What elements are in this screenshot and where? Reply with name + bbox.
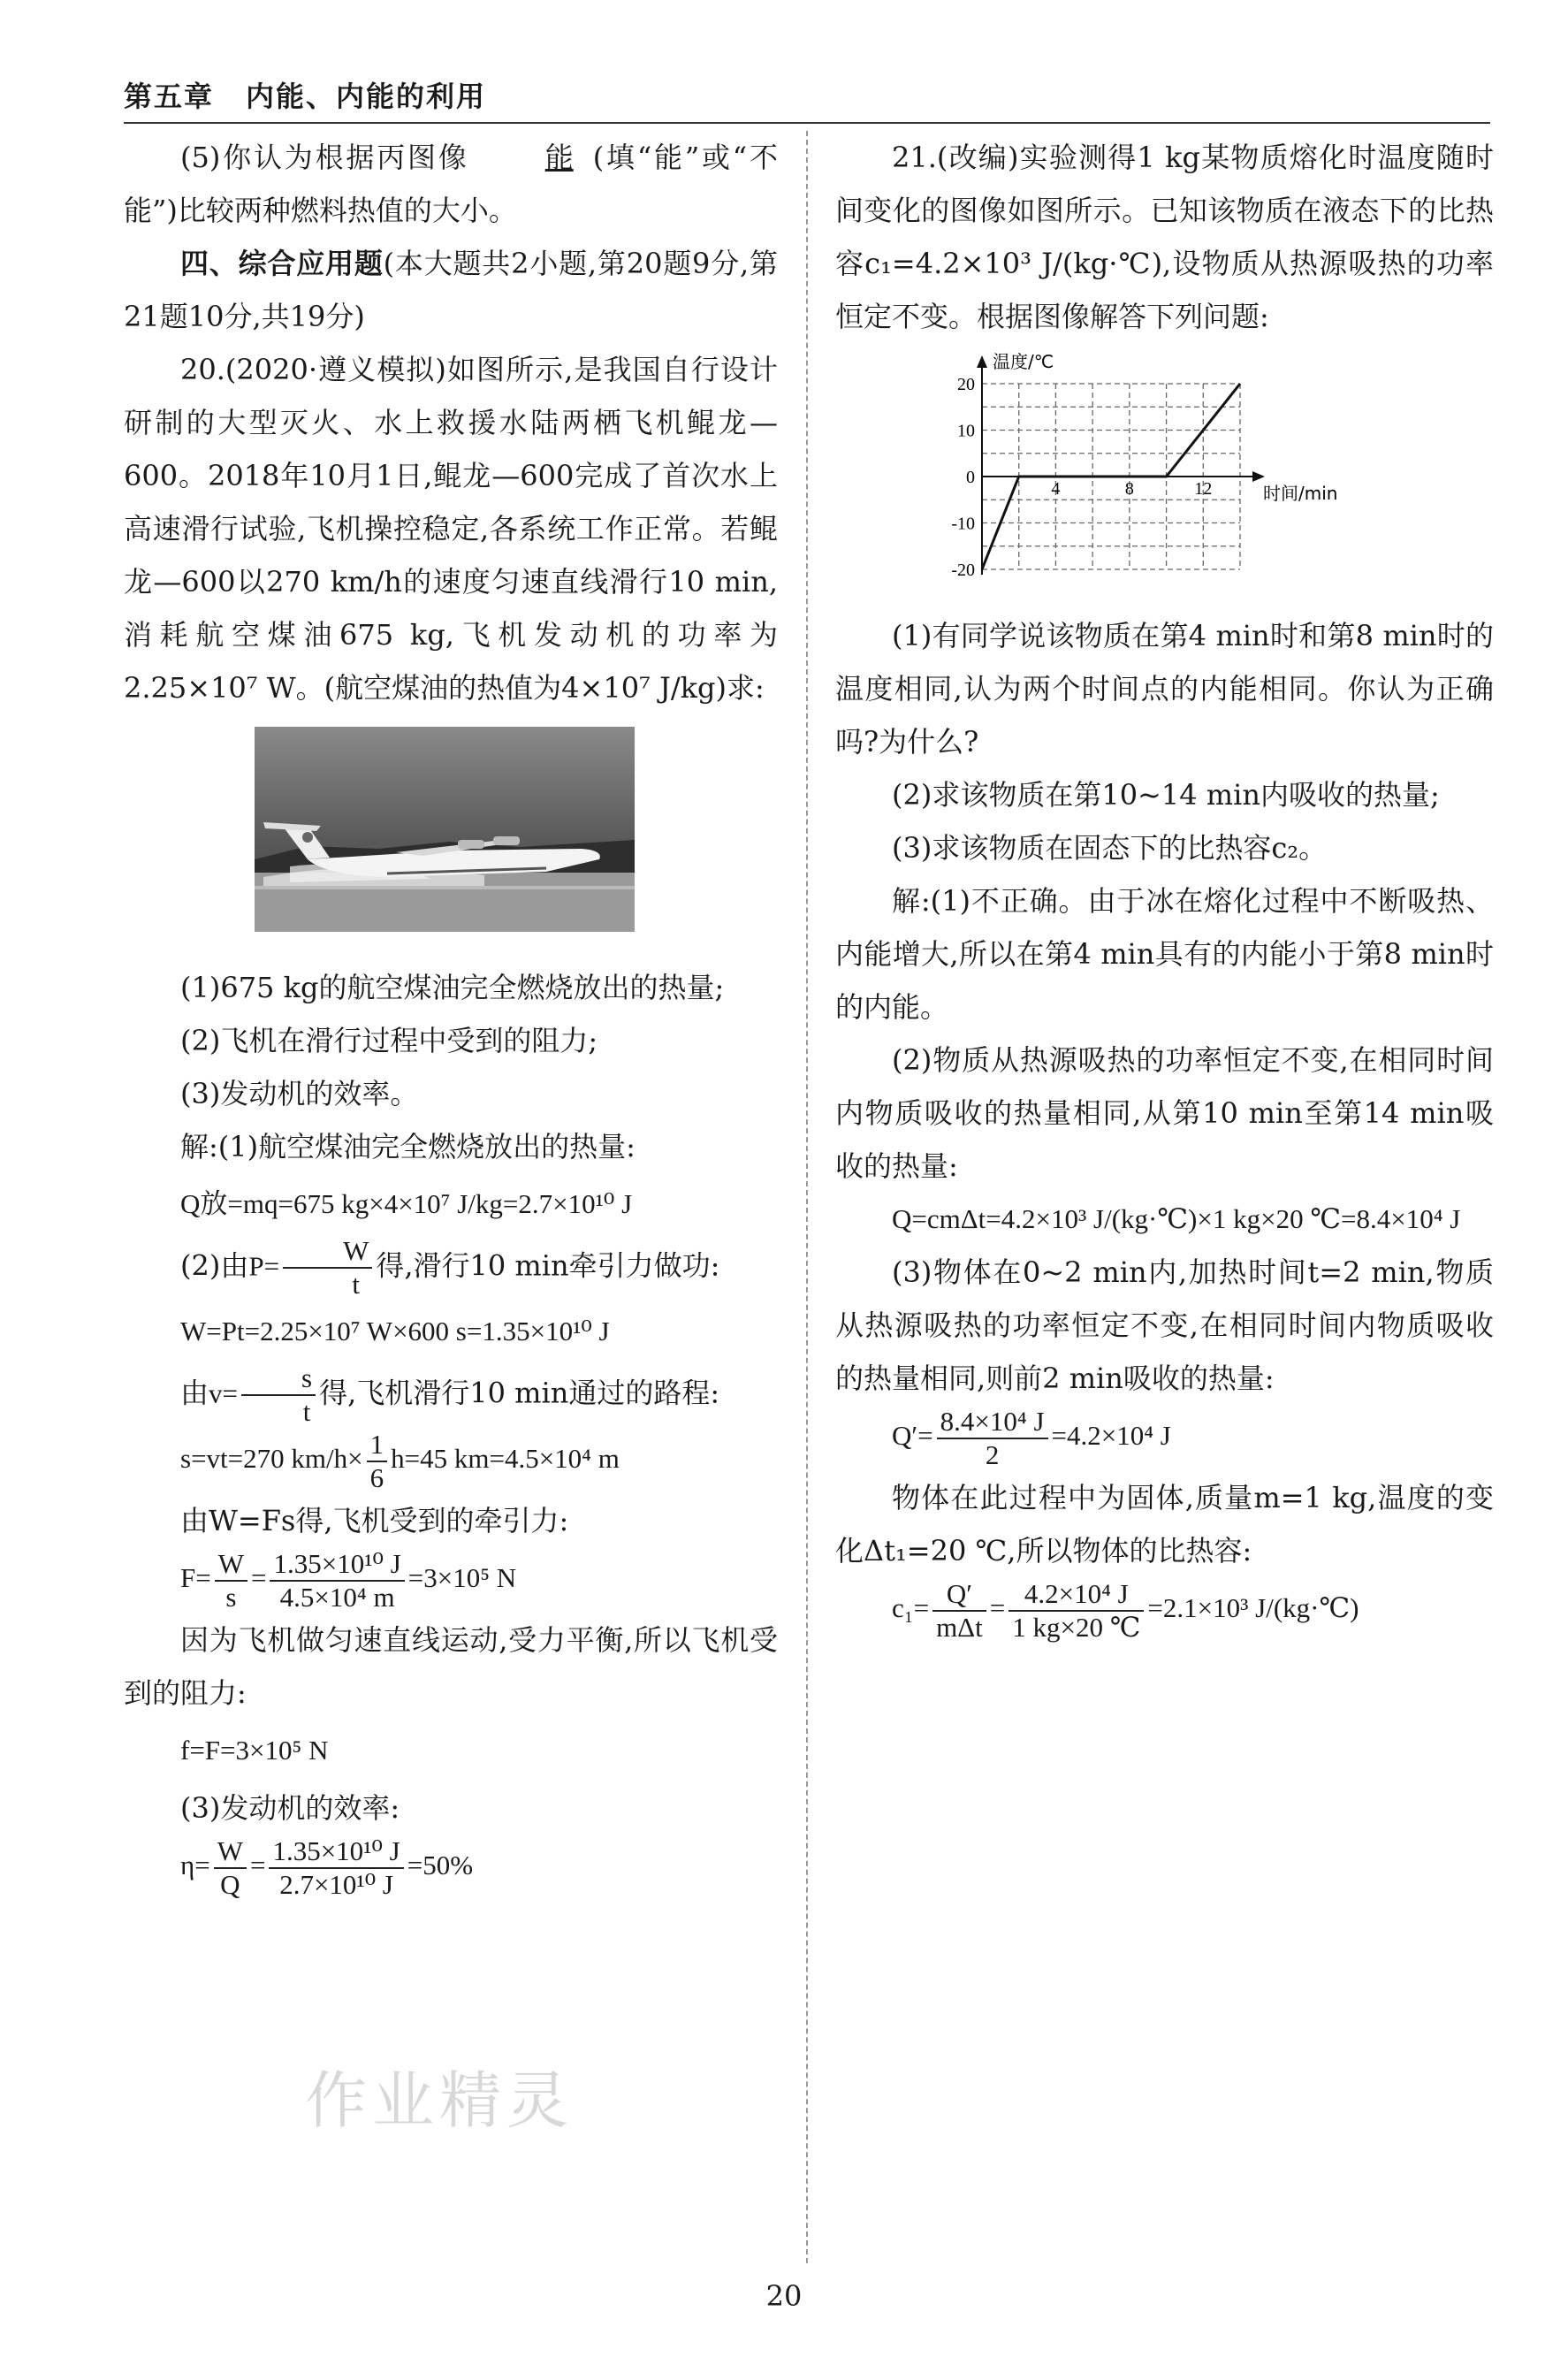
x-tick-label: 12	[1194, 479, 1213, 499]
answer-1: 解:(1)不正确。由于冰在熔化过程中不断吸热、内能增大,所以在第4 min具有的内能小于第8 min时的内能。	[835, 884, 1494, 1024]
y-tick-label: 20	[957, 375, 975, 394]
question-21-sub2: (2)求该物质在第10~14 min内吸收的热量;	[892, 778, 1440, 812]
equation-specific-heat: c₁= $\frac{Q'}{\text{mΔt}}$ = $\frac{\text{4.2×10⁴ J}}{1 kg\times 20 ℃}$ =2.1×10³ J/(kg·℃)	[892, 1577, 1359, 1643]
equation-work: W=Pt=2.25×10⁷ W×600 s=1.35×10¹⁰ J	[180, 1316, 610, 1346]
y-axis-arrow	[977, 355, 987, 368]
y-tick-label: 10	[957, 421, 975, 441]
chapter-header	[124, 74, 486, 115]
equation-heat: Q放=mq=675 kg×4×10⁷ J/kg=2.7×10¹⁰ J	[180, 1188, 633, 1219]
answer-2: (2)物质从热源吸热的功率恒定不变,在相同时间内物质吸收的热量相同,从第10 min至第14 min吸收的热量:	[835, 1043, 1494, 1183]
question-20-sub3: (3)发动机的效率。	[180, 1077, 419, 1110]
y-tick-label: 0	[966, 468, 975, 487]
equation-force: F= $\frac{W}{s}$ = $\frac{\text{1.35×10¹⁰ J}}{\text{4.5×10⁴ m}}$ =3×10⁵ N	[180, 1547, 517, 1613]
x-tick-label: 8	[1124, 479, 1134, 499]
question-21-sub3: (3)求该物质在固态下的比热容c₂。	[892, 831, 1328, 865]
equation-resistance: f=F=3×10⁵ N	[180, 1734, 329, 1766]
question-21-sub1: (1)有同学说该物质在第4 min时和第8 min时的温度相同,认为两个时间点的内能相同。你认为正确吗?为什么?	[835, 619, 1494, 759]
seaplane-photo	[255, 727, 635, 932]
section-heading: 四、综合应用题(本大题共2小题,第20题9分,第21题10分,共19分)	[124, 247, 778, 333]
equation-efficiency: η= $\frac{W}{Q}$ = $\frac{\text{1.35×10¹⁰ J}}{\text{2.7×10¹⁰ J}}$ =50%	[180, 1835, 474, 1900]
answer-4: 物体在此过程中为固体,质量m=1 kg,温度的变化Δt₁=20 ℃,所以物体的比热容:	[835, 1480, 1494, 1568]
solution-step-6: (3)发动机的效率:	[180, 1790, 400, 1825]
x-tick-label: 4	[1051, 479, 1061, 499]
x-axis-arrow	[1252, 471, 1265, 482]
question-20-sub2: (2)飞机在滑行过程中受到的阻力;	[180, 1024, 598, 1057]
answer-blank: 能	[544, 141, 574, 174]
question-20-sub1: (1)675 kg的航空煤油完全燃烧放出的热量;	[180, 971, 725, 1004]
watermark: 作业精灵	[305, 2064, 574, 2137]
solution-step-1: 解:(1)航空煤油完全燃烧放出的热量:	[180, 1130, 636, 1163]
right-column	[835, 131, 1494, 1644]
solution-step-2: (2)由P= $\frac{W}{t}$ 得,滑行10 min牵引力做功:	[180, 1235, 720, 1300]
x-axis-label: 时间/min	[1263, 483, 1338, 504]
temperature-time-chart	[940, 348, 1338, 587]
left-column	[124, 131, 778, 1901]
y-tick-label: -10	[951, 514, 975, 534]
equation-heat-first-2min: Q′= $\frac{\text{8.4×10⁴ J}}{2}$ =4.2×10⁴ J	[892, 1405, 1171, 1470]
solution-step-3: 由v= $\frac{s}{t}$ 得,飞机滑行10 min通过的路程:	[180, 1362, 720, 1427]
chapter-title: 内能、内能的利用	[246, 80, 487, 113]
answer-3: (3)物体在0~2 min内,加热时间t=2 min,物质从热源吸热的功率恒定不变,在相同时间内物质吸收的热量相同,则前2 min吸收的热量:	[835, 1255, 1494, 1395]
page-number: 20	[765, 2279, 803, 2313]
equation-heat-absorbed: Q=cmΔt=4.2×10³ J/(kg·℃)×1 kg×20 ℃=8.4×10⁴ J	[892, 1203, 1461, 1234]
chapter-number: 第五章	[124, 80, 215, 113]
question-20-text: 20.(2020·遵义模拟)如图所示,是我国自行设计研制的大型灭火、水上救援水陆两栖飞机鲲龙—600。2018年10月1日,鲲龙—600完成了首次水上高速滑行试验,飞机操控稳定,各系统工作正常。若鲲龙—600以270 km/h的速度匀速直线滑行10 min,消耗航空煤油675 kg,飞机发动机的功率为2.25×10⁷ W。(航空煤油的热值为4×10⁷ J/kg)求:	[124, 353, 778, 705]
y-axis-label: 温度/℃	[993, 351, 1054, 372]
solution-step-4: 由W=Fs得,飞机受到的牵引力:	[180, 1503, 569, 1537]
header-rule	[124, 122, 1490, 124]
solution-step-5: 因为飞机做匀速直线运动,受力平衡,所以飞机受到的阻力:	[124, 1622, 778, 1710]
y-tick-label: -20	[951, 561, 975, 580]
question-5: (5)你认为根据丙图像 能 (填“能”或“不能”)比较两种燃料热值的大小。	[124, 131, 778, 237]
question-21-text: 21.(改编)实验测得1 kg某物质熔化时温度随时间变化的图像如图所示。已知该物质在液态下的比热容c₁=4.2×10³ J/(kg·℃),设物质从热源吸热的功率恒定不变。根据图像解答下列问题:	[835, 141, 1494, 333]
column-divider	[806, 131, 808, 2263]
equation-distance: s=vt=270 km/h× $\frac{1}{6}$ h=45 km=4.5×10⁴ m	[180, 1428, 620, 1493]
